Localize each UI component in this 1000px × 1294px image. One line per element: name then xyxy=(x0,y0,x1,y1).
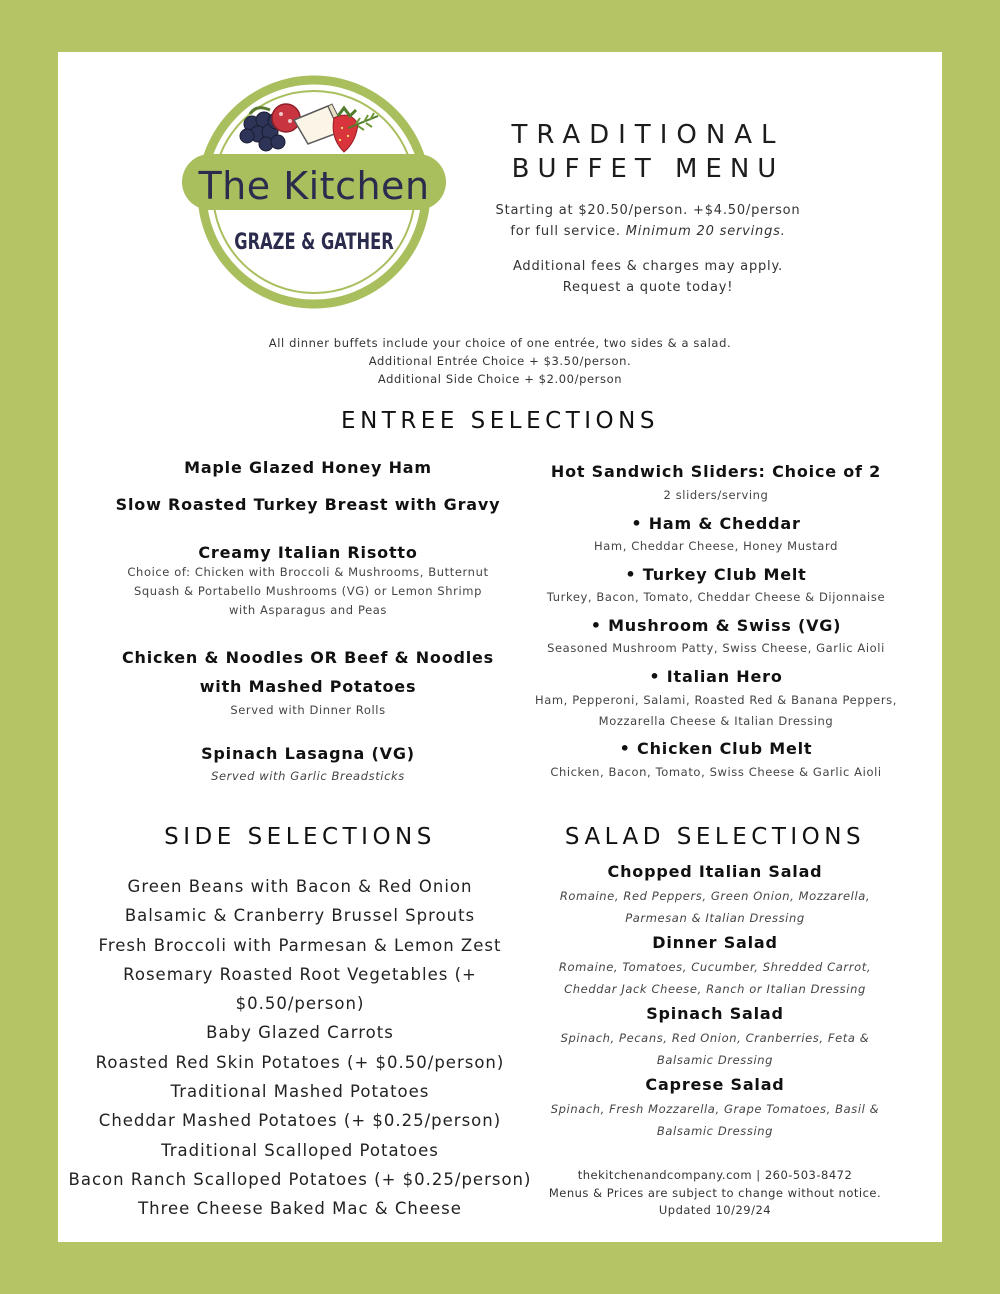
fees-line2: Request a quote today! xyxy=(562,280,734,295)
risotto-desc3: with Asparagus and Peas xyxy=(229,603,387,617)
salad-desc-2: Balsamic Dressing xyxy=(656,1124,774,1138)
slider-name: • Mushroom & Swiss (VG) xyxy=(590,616,842,635)
entree-ham: Maple Glazed Honey Ham xyxy=(184,458,432,477)
entree-lasagna: Spinach Lasagna (VG) xyxy=(201,744,415,763)
entree-noodles-line2: with Mashed Potatoes xyxy=(199,677,417,696)
side-item: Balsamic & Cranberry Brussel Sprouts xyxy=(124,906,476,926)
logo xyxy=(180,72,448,312)
logo-subtitle: GRAZE & GATHER xyxy=(234,230,394,255)
note-line3: Additional Side Choice + $2.00/person xyxy=(377,372,623,386)
salad-name: Caprese Salad xyxy=(645,1075,785,1094)
entrees-left-noodles xyxy=(88,643,528,720)
salad-desc: Spinach, Fresh Mozzarella, Grape Tomatoes, Basil & xyxy=(550,1102,880,1116)
sliders-title: Hot Sandwich Sliders: Choice of 2 xyxy=(550,462,882,481)
menu-page xyxy=(58,52,942,1242)
fees-line1: Additional fees & charges may apply. xyxy=(512,259,784,274)
slider-desc: Chicken, Bacon, Tomato, Swiss Cheese & Garlic Aioli xyxy=(550,765,882,779)
buffet-notes xyxy=(58,334,942,388)
side-item: Three Cheese Baked Mac & Cheese xyxy=(138,1199,462,1219)
side-item: Baby Glazed Carrots xyxy=(206,1023,394,1043)
fees-info xyxy=(478,256,818,298)
salad-item xyxy=(538,1075,892,1142)
slider-desc: Turkey, Bacon, Tomato, Cheddar Cheese & Dijonnaise xyxy=(546,590,886,604)
price-info xyxy=(478,200,818,242)
slider-item xyxy=(508,565,924,607)
salad-section-title: SALAD SELECTIONS xyxy=(564,824,866,850)
menu-title-line1: TRADITIONAL xyxy=(511,120,785,150)
entrees-left-risotto xyxy=(88,543,528,620)
salad-desc: Romaine, Tomatoes, Cucumber, Shredded Carrot, xyxy=(558,960,872,974)
slider-desc: Seasoned Mushroom Patty, Swiss Cheese, Garlic Aioli xyxy=(547,641,885,655)
logo-title: The Kitchen xyxy=(198,164,430,208)
salad-item xyxy=(538,862,892,929)
salad-desc: Spinach, Pecans, Red Onion, Cranberries, Feta & xyxy=(560,1031,870,1045)
header xyxy=(478,118,818,298)
salad-name: Dinner Salad xyxy=(652,933,778,952)
sliders-sub: 2 sliders/serving xyxy=(663,488,769,502)
price-line2 xyxy=(478,221,818,242)
salad-desc: Romaine, Red Peppers, Green Onion, Mozzarella, xyxy=(559,889,871,903)
entree-section-title: ENTREE SELECTIONS xyxy=(341,408,659,434)
slider-item xyxy=(508,667,924,732)
risotto-desc1: Choice of: Chicken with Broccoli & Mushrooms, Butternut xyxy=(127,565,489,579)
lasagna-desc: Served with Garlic Breadsticks xyxy=(211,769,405,783)
side-item: Roasted Red Skin Potatoes (+ $0.50/person) xyxy=(95,1052,505,1072)
entree-turkey: Slow Roasted Turkey Breast with Gravy xyxy=(115,495,501,514)
slider-desc: Ham, Pepperoni, Salami, Roasted Red & Banana Peppers, xyxy=(534,693,897,707)
side-item: Green Beans with Bacon & Red Onion xyxy=(127,877,473,896)
salad-name: Chopped Italian Salad xyxy=(607,862,823,881)
side-section-title: SIDE SELECTIONS xyxy=(164,824,436,850)
disclaimer: Menus & Prices are subject to change without notice. xyxy=(548,1185,882,1200)
side-item: Rosemary Roasted Root Vegetables (+ $0.50/person) xyxy=(123,964,477,1014)
slider-name: • Turkey Club Melt xyxy=(625,565,807,584)
slider-item xyxy=(508,616,924,658)
noodles-desc: Served with Dinner Rolls xyxy=(230,703,386,717)
salad-desc-2: Parmesan & Italian Dressing xyxy=(625,911,805,925)
slider-name: • Italian Hero xyxy=(649,667,783,686)
salad-name: Spinach Salad xyxy=(646,1004,784,1023)
side-item: Traditional Mashed Potatoes xyxy=(170,1082,430,1102)
salad-item xyxy=(538,933,892,1000)
entree-risotto: Creamy Italian Risotto xyxy=(198,543,418,562)
entrees-left xyxy=(88,458,528,477)
price-line1: Starting at $20.50/person. +$4.50/person xyxy=(495,203,801,218)
risotto-desc2: Squash & Portabello Mushrooms (VG) or Lemon Shrimp xyxy=(134,584,482,598)
side-item: Fresh Broccoli with Parmesan & Lemon Zest xyxy=(98,935,502,955)
menu-title-line2: BUFFET MENU xyxy=(511,154,785,184)
slider-name: • Ham & Cheddar xyxy=(631,514,801,533)
side-item: Traditional Scalloped Potatoes xyxy=(161,1140,439,1160)
slider-desc: Ham, Cheddar Cheese, Honey Mustard xyxy=(594,539,838,553)
salads-list xyxy=(538,862,892,1142)
price-line2a: for full service. xyxy=(510,224,621,239)
updated-date: Updated 10/29/24 xyxy=(658,1203,772,1217)
side-item: Cheddar Mashed Potatoes (+ $0.25/person) xyxy=(98,1111,502,1131)
minimum-servings: Minimum 20 servings. xyxy=(625,224,786,239)
sliders-section xyxy=(508,462,924,505)
note-line1: All dinner buffets include your choice of one entrée, two sides & a salad. xyxy=(268,336,732,350)
salad-desc-2: Balsamic Dressing xyxy=(656,1053,774,1067)
entree-noodles-line1: Chicken & Noodles OR Beef & Noodles xyxy=(121,648,495,667)
slider-item xyxy=(508,739,924,782)
salad-item xyxy=(538,1004,892,1071)
slider-item xyxy=(508,514,924,556)
entrees-left-turkey xyxy=(88,495,528,514)
slider-desc-2: Mozzarella Cheese & Italian Dressing xyxy=(598,714,834,728)
slider-name: • Chicken Club Melt xyxy=(619,739,813,758)
footer xyxy=(538,1167,892,1220)
note-line2: Additional Entrée Choice + $3.50/person. xyxy=(368,354,632,368)
sides-list xyxy=(58,872,542,1224)
contact-info: thekitchenandcompany.com | 260-503-8472 xyxy=(577,1168,853,1182)
salad-desc-2: Cheddar Jack Cheese, Ranch or Italian Dressing xyxy=(564,982,866,996)
side-item: Bacon Ranch Scalloped Potatoes (+ $0.25/person) xyxy=(68,1169,532,1189)
entrees-left-lasagna xyxy=(88,744,528,786)
